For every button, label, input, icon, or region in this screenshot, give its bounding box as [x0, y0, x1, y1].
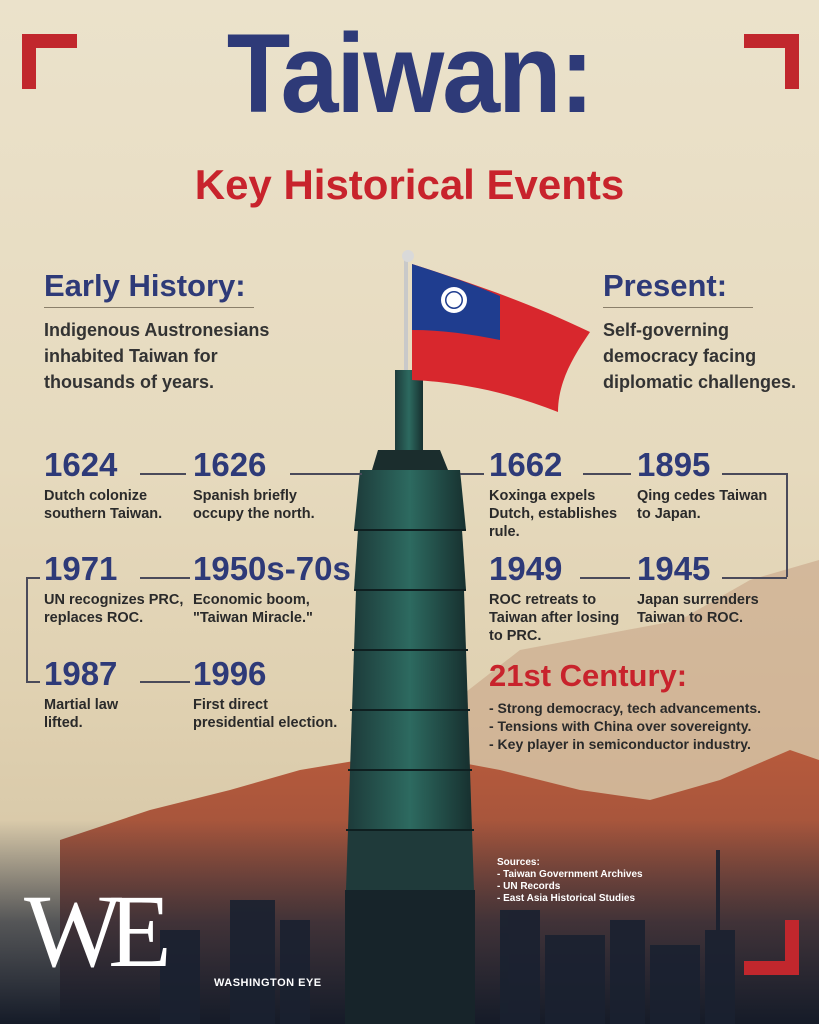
early-history-text: Indigenous Austronesians inhabited Taiwan for thousands of years. [44, 320, 270, 392]
century21-list [489, 699, 761, 753]
washington-eye-logo: WE [24, 874, 158, 989]
event-year: 1996 [193, 655, 267, 692]
list-item: - East Asia Historical Studies [497, 893, 636, 904]
event-1626 [193, 448, 315, 523]
event-description: First direct presidential election. [193, 697, 338, 731]
present-heading: Present: [603, 268, 728, 303]
event-description: Spanish briefly occupy the north. [193, 488, 315, 522]
event-1996 [193, 657, 337, 732]
taiwan-flag [408, 262, 598, 417]
event-year: 1945 [637, 550, 711, 587]
event-description: Japan surrenders Taiwan to ROC. [637, 592, 759, 626]
corner-bracket-bottom-right [744, 920, 799, 975]
event-1662 [489, 448, 617, 541]
event-description: UN recognizes PRC, replaces ROC. [44, 592, 184, 626]
event-year: 1987 [44, 655, 118, 692]
event-description: Koxinga expels Dutch, establishes rule. [489, 488, 618, 540]
early-history-heading: Early History: [44, 268, 246, 303]
event-description: Dutch colonize southern Taiwan. [44, 488, 163, 522]
event-1950s-70s [193, 552, 351, 627]
list-item: - Key player in semiconductor industry. [489, 736, 751, 752]
event-1945 [637, 552, 759, 627]
present-text: Self-governing democracy facing diplomatic challenges. [603, 320, 797, 392]
century21-heading: 21st Century: [489, 658, 688, 693]
list-item: - Taiwan Government Archives [497, 869, 643, 880]
event-year: 1624 [44, 446, 118, 483]
event-1624 [44, 448, 162, 523]
event-description: Economic boom, "Taiwan Miracle." [193, 592, 313, 626]
event-description: ROC retreats to Taiwan after losing to PRC. [489, 592, 620, 644]
event-1987 [44, 657, 118, 732]
event-description: Qing cedes Taiwan to Japan. [637, 488, 768, 522]
event-description: Martial law lifted. [44, 697, 119, 731]
sources-heading: Sources: [497, 857, 540, 868]
event-year: 1662 [489, 446, 563, 483]
event-1971 [44, 552, 183, 627]
event-year: 1971 [44, 550, 118, 587]
event-1949 [489, 552, 619, 645]
event-year: 1950s-70s [193, 550, 351, 587]
list-item: - Strong democracy, tech advancements. [489, 700, 762, 716]
page-title: Taiwan: [226, 11, 593, 137]
flagpole-ball [402, 250, 414, 262]
list-item: - UN Records [497, 881, 561, 892]
sources-block [497, 857, 643, 905]
list-item: - Tensions with China over sovereignty. [489, 718, 752, 734]
page-subtitle: Key Historical Events [194, 161, 625, 208]
event-year: 1949 [489, 550, 563, 587]
event-1895 [637, 448, 767, 523]
brand-name: WASHINGTON EYE [214, 977, 322, 989]
event-year: 1626 [193, 446, 267, 483]
event-year: 1895 [637, 446, 711, 483]
